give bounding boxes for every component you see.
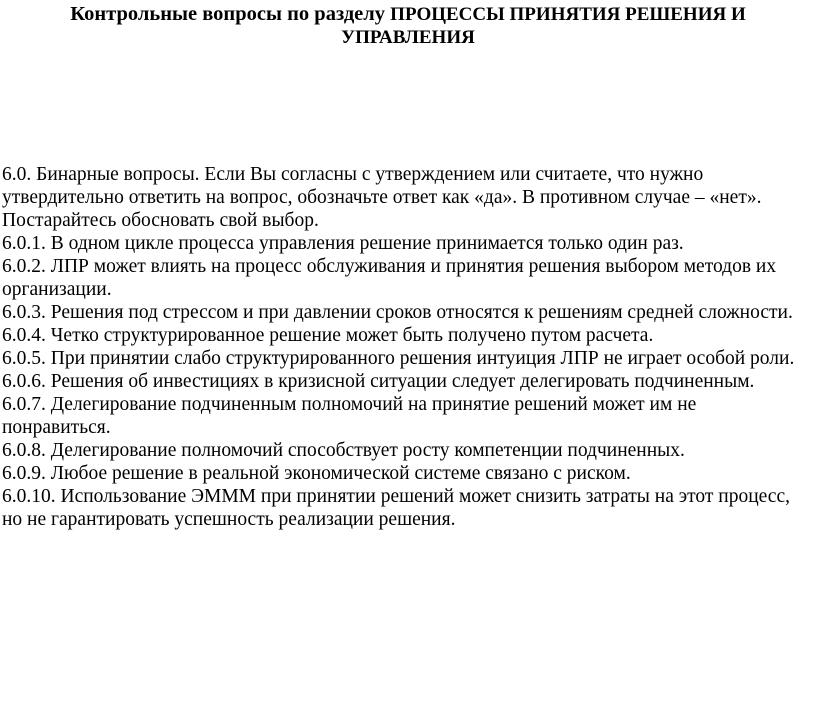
question-item: 6.0.1. В одном цикле процесса управления решение принимается только один раз. bbox=[2, 233, 684, 254]
question-item: 6.0.9. Любое решение в реальной экономической системе связано с риском. bbox=[2, 463, 631, 484]
question-item: 6.0.8. Делегирование полномочий способствует росту компетенции подчиненных. bbox=[2, 440, 685, 461]
question-item: 6.0.10. Использование ЭМММ при принятии решений может снизить затраты на этот процесс, но не гарантировать успешность реализации решения. bbox=[2, 486, 790, 530]
question-item: 6.0.5. При принятии слабо структурированного решения интуиция ЛПР не играет особой роли. bbox=[2, 348, 795, 369]
question-item: 6.0.6. Решения об инвестициях в кризисной ситуации следует делегировать подчиненным. bbox=[2, 371, 755, 392]
page-title bbox=[20, 3, 796, 49]
title-prefix: Контрольные вопросы по разделу bbox=[70, 3, 391, 25]
questions-block bbox=[2, 163, 808, 531]
question-item: 6.0.4. Четко структурированное решение может быть получено путом расчета. bbox=[2, 325, 654, 346]
question-item: 6.0.2. ЛПР может влиять на процесс обслуживания и принятия решения выбором методов их организации. bbox=[2, 256, 777, 300]
intro-paragraph: 6.0. Бинарные вопросы. Если Вы согласны с утверждением или считаете, что нужно утвердительно ответить на вопрос, обозначьте ответ как «да». В противном случае – «нет». Постарайтесь обосновать свой выбор. bbox=[2, 164, 762, 231]
question-item: 6.0.7. Делегирование подчиненным полномочий на принятие решений может им не понравиться. bbox=[2, 394, 697, 438]
question-item: 6.0.3. Решения под стрессом и при давлении сроков относятся к решениям средней сложности. bbox=[2, 302, 793, 323]
section-name: ПРОЦЕССЫ ПРИНЯТИЯ РЕШЕНИЯ И УПРАВЛЕНИЯ bbox=[341, 4, 746, 48]
